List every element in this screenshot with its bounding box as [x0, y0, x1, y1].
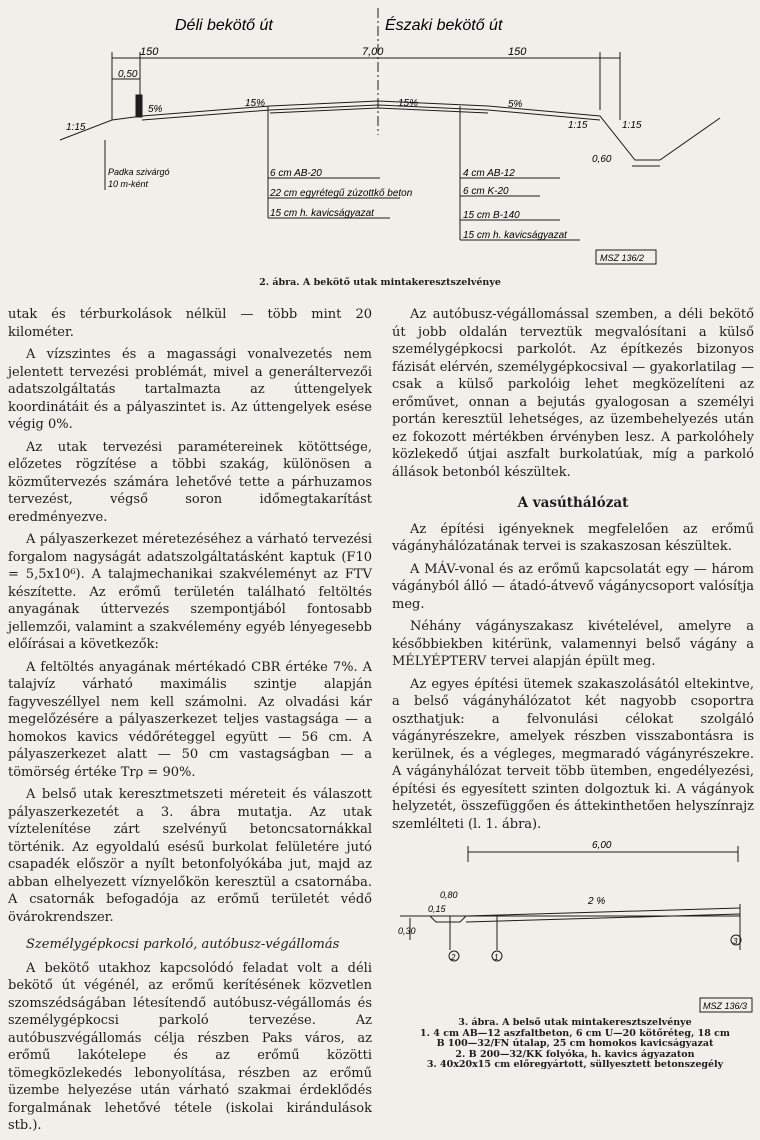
dim-right: 150: [508, 46, 527, 58]
layer-left-1: 6 cm AB-20: [270, 168, 322, 179]
layer-left-2: 22 cm egyrétegű zúzottkő beton: [270, 188, 413, 199]
left-column: [8, 306, 372, 1140]
label-south-road: Déli bekötő út: [175, 17, 273, 34]
dim-030: 0,30: [398, 926, 416, 936]
right-paragraph: A MÁV-vonal és az erőmű kapcsolatát egy — három vágányból álló — átadó-átvevő vágánycsoport valósítja meg.: [392, 561, 754, 612]
ratio-right-2: 1:15: [622, 120, 642, 131]
slope-15-right: 15%: [398, 98, 419, 109]
dim-600: 6,00: [592, 840, 612, 851]
section-heading-railway: A vasúthálózat: [517, 495, 629, 511]
marker-2: 2: [451, 953, 456, 962]
dim-060: 0,60: [592, 154, 612, 165]
layer-right-3: 15 cm B-140: [463, 210, 520, 221]
dim-050: 0,50: [118, 69, 138, 80]
figure-3-caption-line: 1. 4 cm AB—12 aszfaltbeton, 6 cm U—20 kötőréteg, 18 cm: [420, 1027, 730, 1039]
right-paragraph: Néhány vágányszakasz kivételével, amelyre a későbbiekben kitérünk, valamennyi belső vágány a MÉLYÉPTERV tervei alapján épült meg.: [392, 619, 754, 669]
left-paragraph: A feltöltés anyagának mértékadó CBR értéke 7%. A talajvíz várható maximális szintje alapján fagyveszéllyel nem kell számolni. Az olvadási kár megelőzésére a pályaszerkezet teljes vastagsága — a homokos kavics védőréteggel együtt — 56 cm. A pályaszerkezet alatt — 50 cm vastagságban — a tömörség értéke Trρ = 90%.: [8, 659, 372, 780]
layer-right-4: 15 cm h. kavicságyazat: [463, 230, 567, 241]
dim-015: 0,15: [428, 904, 446, 914]
layer-right-1: 4 cm AB-12: [463, 168, 515, 179]
figure-3-caption-line: 3. 40x20x15 cm előregyártott, süllyesztett betonszegély: [426, 1059, 724, 1070]
drain-note-2: 10 m-ként: [108, 179, 149, 189]
layer-right-2: 6 cm K-20: [463, 186, 509, 197]
left-paragraph: A belső utak keresztmetszeti méreteit és válaszott pályaszerkezetét a 3. ábra mutatja. Az utak víztelenítése zárt szelvényű betoncsatornákkal történik. Az egyoldalú esésű burkolat felületére jutó csapadék először a nyílt betonfolyókába jut, majd az abban elhelyezett víznyelőkön keresztül a csatornába. A csatornák befogadója az erőmű területét védő övárokrendszer.: [8, 787, 372, 925]
drain-note-1: Padka szivárgó: [108, 167, 170, 177]
marker-1: 1: [494, 953, 499, 962]
dim-center: 7,00: [362, 46, 384, 58]
slope-5-right: 5%: [508, 99, 523, 110]
slope-2: 2 %: [588, 896, 606, 907]
marker-3: 3: [733, 937, 738, 946]
right-column: [392, 306, 754, 838]
right-paragraph: Az építési igényeknek megfelelően az erőmű vágányhálózatának tervei is szakaszosan készültek.: [392, 521, 754, 554]
stamp-fig3: MSZ 136/3: [703, 1001, 748, 1011]
figure-3-caption-line: B 100—32/FN útalap, 25 cm homokos kavicságyazat: [436, 1038, 714, 1049]
right-paragraph: Az autóbusz-végállomással szemben, a déli bekötő út jobb oldalán terveztük megvalósítani a külső személygépkocsi parkolót. Az építkezés bizonyos fázisát elérvén, személygépkocsival — gyakorlatilag — csak a külső parkolóig lehet megközelíteni az erőművet, onnan a bejutás gyalogosan a személyi portán keresztül lehetséges, az üzembehelyezés után ez fokozott mértékben érvényben lesz. A parkolóhely közlekedő útjai aszfalt burkolatúak, míg a parkoló állások betonból készültek.: [392, 307, 754, 480]
dim-080: 0,80: [440, 890, 458, 900]
left-paragraph: A pályaszerkezet méretezéséhez a várható tervezési forgalom nagyságát adatszolgáltatásként kaptuk (F10 = 5,5x10⁶). A talajmechanikai szakvéleményt az FTV készítette. Az erőmű területén található feltöltés anyagának úttervezés szempontjából fontosabb jellemzői, valamint a szakvélemény egyéb lényegesebb előírásai a következők:: [8, 532, 372, 652]
figure-2-cross-section: [0, 0, 760, 300]
slope-5-left: 5%: [148, 104, 163, 115]
figure-3-caption: [400, 1018, 750, 1071]
figure-3-caption-line: 3. ábra. A belső utak mintakeresztszelvénye: [458, 1017, 692, 1028]
layer-left-3: 15 cm h. kavicságyazat: [270, 208, 374, 219]
left-paragraph: A vízszintes és a magassági vonalvezetés nem jelentett tervezési problémát, mivel a generáltervezői adatszolgáltatás tartalmazta az úttengelyek koordinátáit és a pályaszintet is. Az úttengelyek esése végig 0%.: [8, 347, 372, 432]
dim-left: 150: [140, 46, 159, 58]
figure-2-caption: 2. ábra. A bekötő utak mintakeresztszelvénye: [259, 277, 501, 288]
left-paragraph: utak és térburkolások nélkül — több mint 20 kilométer.: [8, 307, 372, 340]
label-north-road: Északi bekötő út: [385, 17, 503, 34]
ratio-left: 1:15: [66, 122, 86, 133]
figure-3-caption-line: 2. B 200—32/KK folyóka, h. kavics ágyazaton: [455, 1048, 695, 1060]
stamp-fig2: MSZ 136/2: [600, 253, 645, 263]
section-heading-parking: Személygépkocsi parkoló, autóbusz-végállomás: [26, 937, 340, 952]
slope-15-left: 15%: [245, 98, 266, 109]
right-paragraph: Az egyes építési ütemek szakaszolásától eltekintve, a belső vágányhálózatot két nagyobb csoportra oszthatjuk: a felvonulási célokat szolgáló vágányrészekre, amelyek részben visszabontásra is kerülnek, és a végleges, megmaradó vágányrészekre. A vágányhálózat terveit több ütemben, engedélyezési, építési és egyesített szinten dolgoztuk ki. A vágányok helyzetét, összefüggően és áttekinthetően helyszínrajz szemlélteti (l. 1. ábra).: [392, 676, 754, 832]
left-paragraph: Az utak tervezési paramétereinek kötöttsége, előzetes rögzítése a többi szakág, különösen a közműtervezés számára lehetővé tette a párhuzamos tervezést, végső soron időmegtakarítást eredményezve.: [8, 439, 372, 525]
left-paragraph: A bekötő utakhoz kapcsolódó feladat volt a déli bekötő út végénél, az erőmű kerítésének közvetlen szomszédságában létesítendő autóbusz-végállomás és személygépkocsi parkoló tervezése. Az autóbuszvégállomás célja részben Paks város, az erőmű lakótelepe és az erőmű közötti tömegközlekedés lebonyolítása, részben az erőmű üzembe helyezése után várható szakmai érdeklődés forgalmának lehetővé tétele (iskolai kirándulások stb.).: [8, 960, 372, 1133]
ratio-right-1: 1:15: [568, 120, 588, 131]
